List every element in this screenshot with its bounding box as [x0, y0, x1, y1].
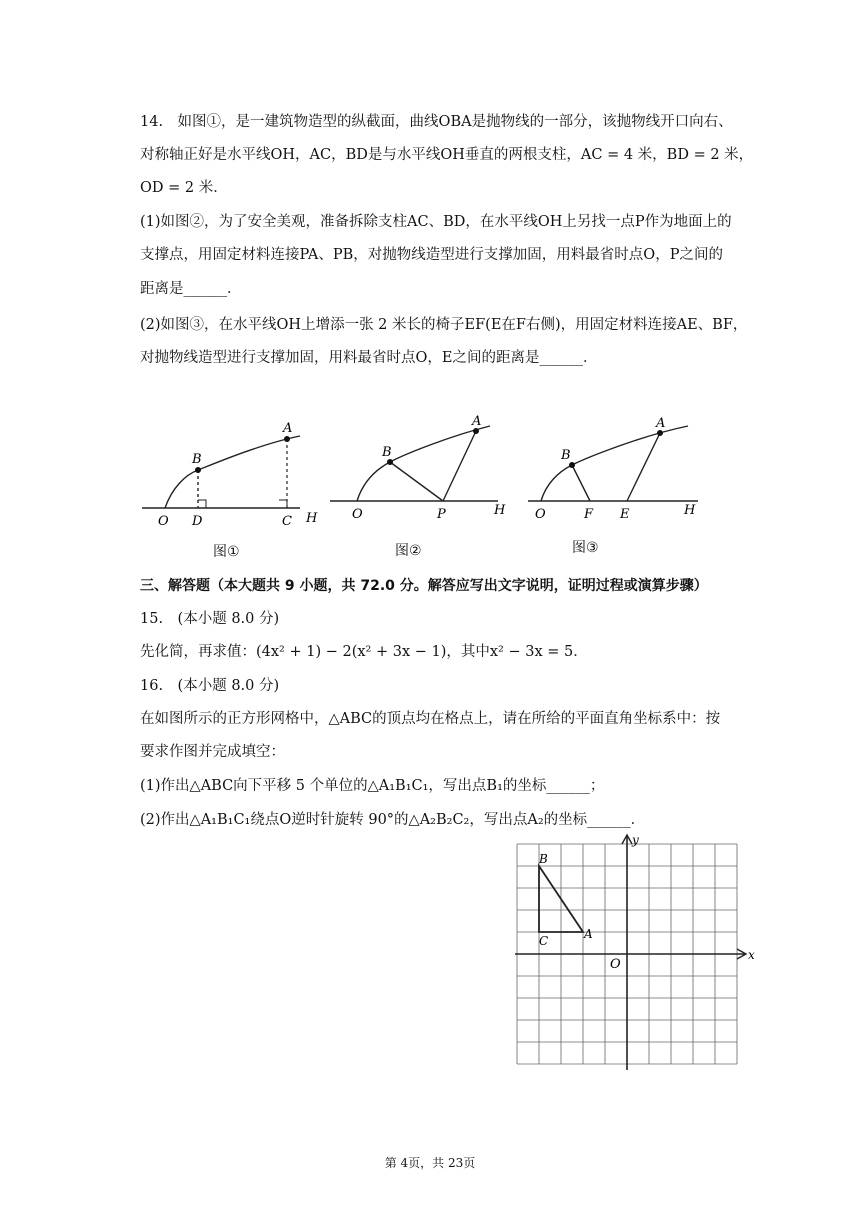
- q16-line-1: 在如图所示的正方形网格中，△ABC的顶点均在格点上，请在所给的平面直角坐标系中：按: [140, 711, 721, 727]
- fig3-label-H: H: [684, 503, 696, 518]
- fig3-label-E: E: [620, 507, 630, 522]
- q14-figures: [0, 410, 860, 590]
- q16-line-3: (1)作出△ABC向下平移 5 个单位的△A₁B₁C₁，写出点B₁的坐标______；: [140, 778, 605, 794]
- fig1-caption: 图①: [213, 544, 240, 560]
- q14-line-1: 14. 如图①，是一建筑物造型的纵截面，曲线OBA是抛物线的一部分，该抛物线开口向右、: [140, 114, 733, 130]
- fig1-label-O: O: [158, 514, 169, 529]
- q16-line-2: 要求作图并完成填空：: [140, 744, 285, 760]
- fig1-label-B: B: [192, 452, 202, 467]
- grid-label-O: O: [610, 957, 621, 972]
- grid-label-B: B: [539, 852, 548, 866]
- fig3-label-O: O: [535, 507, 546, 522]
- fig1-label-H: H: [306, 511, 318, 526]
- page-footer: 第 4页，共 23页: [384, 1156, 476, 1170]
- grid-label-y: y: [632, 833, 639, 847]
- fig3-label-A: A: [656, 416, 666, 431]
- q14-line-5: 支撑点，用固定材料连接PA、PB，对抛物线造型进行支撑加固，用料最省时点O，P之间的: [140, 247, 723, 263]
- q14-line-6: 距离是______．: [140, 281, 242, 297]
- figure-3: [528, 416, 698, 522]
- fig2-label-P: P: [437, 507, 446, 522]
- fig3-caption: 图③: [572, 540, 599, 556]
- q14-line-4: (1)如图②，为了安全美观，准备拆除支柱AC、BD，在水平线OH上另找一点P作为地面上的: [140, 214, 732, 230]
- fig2-caption: 图②: [395, 543, 422, 559]
- fig2-label-A: A: [472, 414, 482, 429]
- fig3-label-B: B: [561, 448, 571, 463]
- q16-header: 16. (本小题 8.0 分): [140, 678, 280, 694]
- figure-2: [330, 414, 506, 522]
- q16-line-4: (2)作出△A₁B₁C₁绕点O逆时针旋转 90°的△A₂B₂C₂，写出点A₂的坐标______．: [140, 812, 646, 828]
- fig2-label-B: B: [382, 445, 392, 460]
- q14-line-7: (2)如图③，在水平线OH上增添一张 2 米长的椅子EF(E在F右侧)，用固定材料连接AE、BF，: [140, 317, 748, 333]
- grid-label-A: A: [584, 927, 593, 941]
- fig2-label-O: O: [352, 507, 363, 522]
- q14-line-8: 对抛物线造型进行支撑加固，用料最省时点O，E之间的距离是______．: [140, 350, 598, 366]
- q14-line-3: OD = 2 米．: [140, 180, 228, 196]
- coordinate-grid: [505, 832, 765, 1082]
- section-3-heading: 三、解答题（本大题共 9 小题，共 72.0 分。解答应写出文字说明，证明过程或演算步骤）: [140, 578, 708, 594]
- fig1-label-D: D: [192, 514, 203, 529]
- fig1-label-C: C: [282, 514, 292, 529]
- fig1-label-A: A: [283, 421, 293, 436]
- fig2-label-H: H: [494, 503, 506, 518]
- q15-header: 15. (本小题 8.0 分): [140, 611, 280, 627]
- grid-label-x: x: [748, 948, 755, 962]
- q15-body: 先化简，再求值：(4x² + 1) − 2(x² + 3x − 1)，其中x² − 3x = 5．: [140, 644, 588, 660]
- grid-label-C: C: [539, 934, 549, 948]
- q14-line-2: 对称轴正好是水平线OH，AC，BD是与水平线OH垂直的两根支柱，AC = 4 米，BD = 2 米，: [140, 147, 754, 163]
- fig3-label-F: F: [584, 507, 594, 522]
- figure-1: [142, 421, 318, 529]
